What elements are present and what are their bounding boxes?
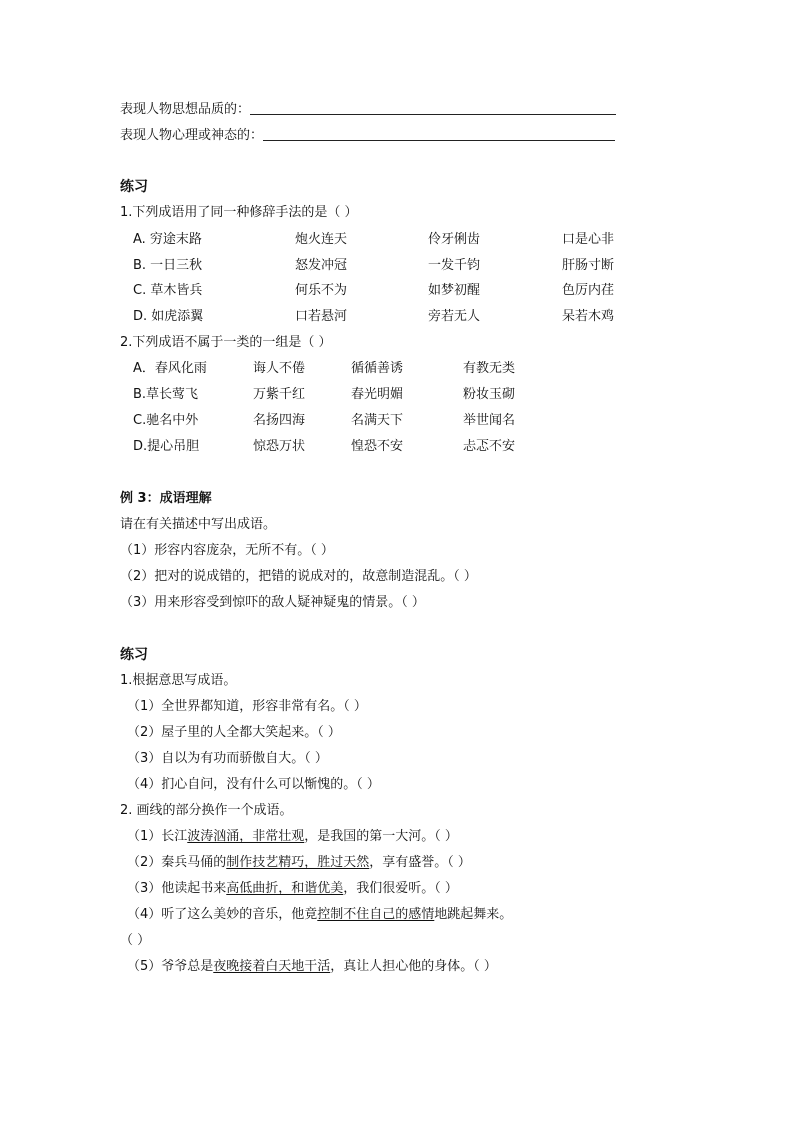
p2-q2-i3-pre: （3）他读起书来 <box>127 881 227 896</box>
p1-q1-b-3: 一发千钧 <box>428 258 481 273</box>
p1-q2-b-1[interactable]: B.草长莺飞 <box>133 387 199 402</box>
p1-q2-c-3: 名满天下 <box>351 413 404 428</box>
p1-q1-c-2: 何乐不为 <box>295 283 348 298</box>
p1-q1-d-1[interactable]: D. 如虎添翼 <box>133 309 204 324</box>
p1-q1-b-4: 肝肠寸断 <box>562 258 615 273</box>
mind-label: 表现人物心理或神态的： <box>120 128 264 143</box>
p2-q2-item-1[interactable] <box>127 828 458 846</box>
p1-q2-a-3: 循循善诱 <box>351 361 404 376</box>
p2-q2-i1-pre: （1）长江 <box>127 829 188 844</box>
p1-q2-d-1[interactable]: D.提心吊胆 <box>133 439 200 454</box>
p2-q2-i4-post: 地跳起舞来。 <box>434 907 513 922</box>
p1-q1-b-2: 怒发冲冠 <box>295 258 348 273</box>
example3-item-3[interactable]: （3）用来形容受到惊吓的敌人疑神疑鬼的情景。（ ） <box>120 595 425 610</box>
p1-q2-d-2: 惊恐万状 <box>253 439 306 454</box>
p2-q2-i4-pre: （4）听了这么美妙的音乐，他竟 <box>127 907 318 922</box>
p1-q1-a-3: 伶牙俐齿 <box>428 232 481 247</box>
example3-item-2[interactable]: （2）把对的说成错的，把错的说成对的，故意制造混乱。（ ） <box>120 569 477 584</box>
p1-q2-b-2: 万紫千红 <box>253 387 306 402</box>
p2-q2-i2-pre: （2）秦兵马俑的 <box>127 855 227 870</box>
practice1-heading: 练习 <box>120 179 148 195</box>
practice2-heading: 练习 <box>120 647 148 663</box>
p1-q1-d-2: 口若悬河 <box>295 309 348 324</box>
p1-q2-b-4: 粉妆玉砌 <box>463 387 516 402</box>
p1-q1-stem: 1.下列成语用了同一种修辞手法的是（ ） <box>120 205 358 220</box>
p2-q1-item-1[interactable]: （1）全世界都知道，形容非常有名。（ ） <box>127 699 367 714</box>
p2-q2-i3-post: ，我们很爱听。（ ） <box>343 881 458 896</box>
p2-q2-item-2[interactable] <box>127 854 471 872</box>
quality-label: 表现人物思想品质的： <box>120 102 251 117</box>
p1-q1-a-2: 炮火连天 <box>295 232 348 247</box>
quality-blank[interactable] <box>250 101 616 115</box>
p1-q1-a-1[interactable]: A. 穷途末路 <box>133 232 202 247</box>
p1-q2-b-3: 春光明媚 <box>351 387 404 402</box>
p2-q2-i3-underlined: 高低曲折，和谐优美 <box>226 881 344 896</box>
p2-q2-i4-underlined: 控制不住自己的感情 <box>317 907 435 922</box>
p1-q2-d-3: 惶恐不安 <box>351 439 404 454</box>
p2-q2-i5-post: ，真让人担心他的身体。（ ） <box>330 959 497 974</box>
p1-q2-stem: 2.下列成语不属于一类的一组是（ ） <box>120 335 332 350</box>
mind-blank[interactable] <box>263 127 615 141</box>
p1-q1-b-1[interactable]: B. 一日三秋 <box>133 258 203 273</box>
example3-heading: 例 3：成语理解 <box>120 491 212 506</box>
p2-q1-item-2[interactable]: （2）屋子里的人全都大笑起来。（ ） <box>127 725 341 740</box>
p2-q2-i2-underlined: 制作技艺精巧，胜过天然 <box>226 855 370 870</box>
p2-q2-i5-underlined: 夜晚接着白天地干活 <box>213 959 331 974</box>
p1-q2-c-1[interactable]: C.驰名中外 <box>133 413 199 428</box>
p1-q1-c-4: 色厉内荏 <box>562 283 615 298</box>
p2-q2-item-5[interactable] <box>127 958 497 976</box>
p1-q2-a-1[interactable]: A．春风化雨 <box>133 361 207 376</box>
p2-q2-item-3[interactable] <box>127 880 458 898</box>
p1-q1-d-3: 旁若无人 <box>428 309 481 324</box>
p1-q2-a-2: 诲人不倦 <box>253 361 306 376</box>
p2-q2-i1-post: ，是我国的第一大河。（ ） <box>304 829 458 844</box>
p2-q2-item-4[interactable] <box>127 906 512 924</box>
p1-q2-c-2: 名扬四海 <box>253 413 306 428</box>
p2-q2-i2-post: ，享有盛誉。（ ） <box>369 855 471 870</box>
p2-q1-item-3[interactable]: （3）自以为有功而骄傲自大。（ ） <box>127 751 328 766</box>
quality-line <box>120 101 616 119</box>
p2-q2-i5-pre: （5）爷爷总是 <box>127 959 214 974</box>
p2-q1-item-4[interactable]: （4）扪心自问，没有什么可以惭愧的。（ ） <box>127 777 380 792</box>
p1-q2-d-4: 忐忑不安 <box>463 439 516 454</box>
p1-q2-c-4: 举世闻名 <box>463 413 516 428</box>
p1-q2-a-4: 有教无类 <box>463 361 516 376</box>
example3-intro: 请在有关描述中写出成语。 <box>120 517 277 532</box>
p2-q2-item-4-blank[interactable]: （ ） <box>120 933 151 948</box>
p2-q1-stem: 1.根据意思写成语。 <box>120 673 237 688</box>
p1-q1-d-4: 呆若木鸡 <box>562 309 615 324</box>
mind-line <box>120 127 615 145</box>
p1-q1-c-1[interactable]: C. 草木皆兵 <box>133 283 203 298</box>
p1-q1-c-3: 如梦初醒 <box>428 283 481 298</box>
p1-q1-a-4: 口是心非 <box>562 232 615 247</box>
p2-q2-i1-underlined: 波涛汹涌，非常壮观 <box>187 829 305 844</box>
p2-q2-stem: 2. 画线的部分换作一个成语。 <box>120 803 293 818</box>
example3-item-1[interactable]: （1）形容内容庞杂，无所不有。（ ） <box>120 543 334 558</box>
